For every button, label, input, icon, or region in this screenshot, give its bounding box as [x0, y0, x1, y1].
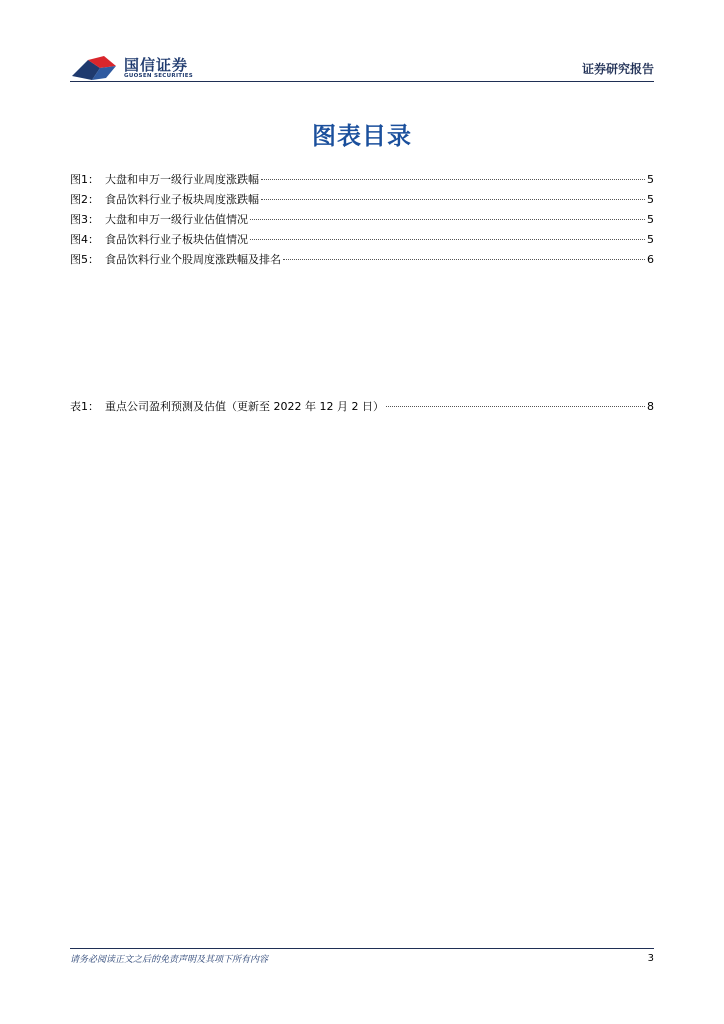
toc-entry-page: 5: [647, 213, 654, 226]
logo-chinese-name: 国信证券: [124, 56, 189, 74]
toc-entry-title: 大盘和申万一级行业估值情况: [105, 213, 248, 226]
toc-leader-dots: [250, 219, 645, 220]
toc-entry-title: 食品饮料行业个股周度涨跌幅及排名: [105, 253, 281, 266]
toc-entry-label: 表1：: [70, 400, 99, 413]
guosen-logo: [70, 52, 200, 84]
toc-entry-title: 食品饮料行业子板块估值情况: [105, 233, 248, 246]
toc-entry-page: 5: [647, 193, 654, 206]
toc-leader-dots: [386, 406, 645, 407]
toc-entry-figure-1[interactable]: [70, 172, 654, 188]
toc-entry-page: 8: [647, 400, 654, 413]
toc-title: 图表目录: [312, 122, 412, 150]
page-header: [70, 50, 654, 86]
toc-entry-label: 图3：: [70, 213, 99, 226]
toc-leader-dots: [250, 239, 645, 240]
toc-entry-title: 重点公司盈利预测及估值（更新至 2022 年 12 月 2 日）: [105, 400, 384, 413]
toc-entry-label: 图5：: [70, 253, 99, 266]
toc-leader-dots: [283, 259, 645, 260]
footer-divider: [70, 948, 654, 949]
toc-entry-title: 大盘和申万一级行业周度涨跌幅: [105, 173, 259, 186]
report-type-label: 证券研究报告: [581, 62, 654, 76]
toc-entry-label: 图4：: [70, 233, 99, 246]
toc-entry-figure-2[interactable]: [70, 192, 654, 208]
footer-disclaimer: 请务必阅读正文之后的免责声明及其项下所有内容: [70, 955, 269, 965]
toc-entry-figure-5[interactable]: [70, 252, 654, 268]
toc-entry-page: 5: [647, 233, 654, 246]
toc-entry-figure-3[interactable]: [70, 212, 654, 228]
logo-english-name: GUOSEN SECURITIES: [124, 73, 194, 79]
toc-leader-dots: [261, 199, 645, 200]
toc-entry-label: 图1：: [70, 173, 99, 186]
guosen-logo-icon: [70, 54, 118, 84]
toc-entry-table-1[interactable]: [70, 399, 654, 415]
toc-entry-title: 食品饮料行业子板块周度涨跌幅: [105, 193, 259, 206]
toc-entry-figure-4[interactable]: [70, 232, 654, 248]
toc-entry-page: 6: [647, 253, 654, 266]
toc-entry-page: 5: [647, 173, 654, 186]
header-divider: [70, 81, 654, 82]
page-number: 3: [647, 953, 654, 964]
toc-leader-dots: [261, 179, 645, 180]
toc-entry-label: 图2：: [70, 193, 99, 206]
